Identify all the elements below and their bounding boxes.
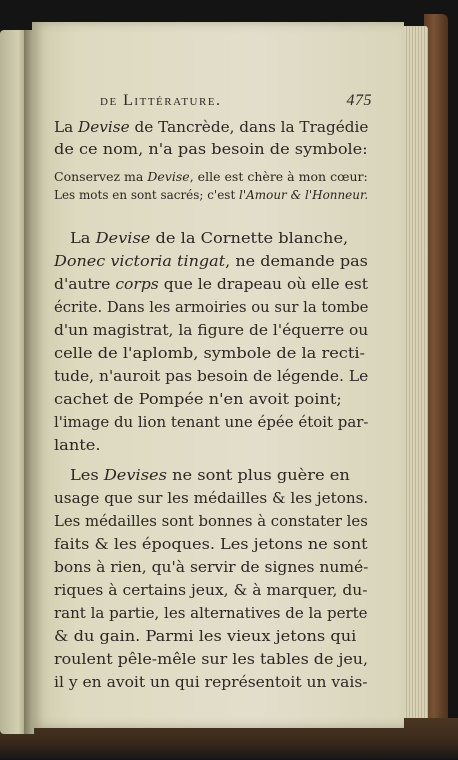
text-run: La [54,118,79,136]
running-header [100,92,372,110]
text-run: faits & les époques. Les jetons ne sont [54,535,368,553]
text-run: d'autre [54,275,116,293]
text-run: cachet de Pompée n'en avoit point; [54,390,342,408]
text-line [54,390,342,408]
italic-text: Devise [78,118,130,136]
text-run: ne sont plus guère en [166,466,350,484]
text-line [54,413,368,431]
running-title: de Littérature. [100,92,222,109]
text-line [54,558,368,576]
italic-text: l'Amour & l'Honneur. [239,188,369,202]
text-line [70,466,350,484]
text-line [54,535,368,553]
text-run: rant la partie, les alternatives de la perte [54,604,368,622]
italic-text: Devise [147,170,190,184]
text-run: écrite. Dans les armoiries ou sur la tombe [54,298,369,316]
text-run: de ce nom, n'a pas besoin de symbole: [54,140,368,158]
text-run: Les [70,466,104,484]
left-page-sliver [0,30,26,734]
text-run: Les mots en sont sacrés; c'est [54,188,240,202]
text-run: Conservez ma [54,170,148,184]
text-line [54,344,365,362]
text-run: , elle est chère à mon cœur: [189,170,368,184]
text-run: usage que sur les médailles & les jetons. [54,489,369,507]
text-run: riques à certains jeux, & à marquer, du- [54,581,368,599]
text-line [54,321,368,339]
text-run: celle de l'aplomb, symbole de la recti- [54,344,366,362]
text-run: & du gain. Parmi les vieux jetons qui [54,627,357,645]
text-line [54,489,368,507]
text-run: que le drapeau où elle est [158,275,368,293]
text-line [54,604,368,622]
text-run: bons à rien, qu'à servir de signes numé- [54,558,369,576]
text-run: lante. [54,436,101,454]
text-line [54,298,368,316]
italic-text: Devises [103,466,167,484]
text-run: La [70,229,96,247]
text-line [54,673,368,691]
text-line [54,436,101,454]
italic-text: Donec victoria tingat [54,252,226,270]
text-run: d'un magistrat, la figure de l'équerre ou [54,321,369,339]
text-line [54,627,356,645]
text-line [54,118,368,136]
text-line [54,140,368,158]
text-line [54,650,368,668]
text-line [54,367,368,385]
text-line [70,229,348,247]
italic-text: Devise [95,229,151,247]
text-line [54,275,368,293]
text-line [54,512,368,530]
text-line [54,581,367,599]
text-run: l'image du lion tenant une épée étoit par- [54,413,369,431]
text-line [54,252,368,270]
text-run: tude, n'auroit pas besoin de légende. Le [54,367,369,385]
text-run: de Tancrède, dans la Tragédie [129,118,369,136]
page-number: 475 [346,92,372,109]
text-run: de la Cornette blanche, [150,229,349,247]
text-run: , ne demande pas [225,252,368,270]
italic-text: corps [115,275,159,293]
text-run: Les médailles sont bonnes à constater les [54,512,368,530]
text-line [54,186,368,204]
text-run: roulent pêle-mêle sur les tables de jeu, [54,650,369,668]
text-line [54,168,368,186]
text-run: il y en avoit un qui représentoit un vais- [54,673,368,691]
